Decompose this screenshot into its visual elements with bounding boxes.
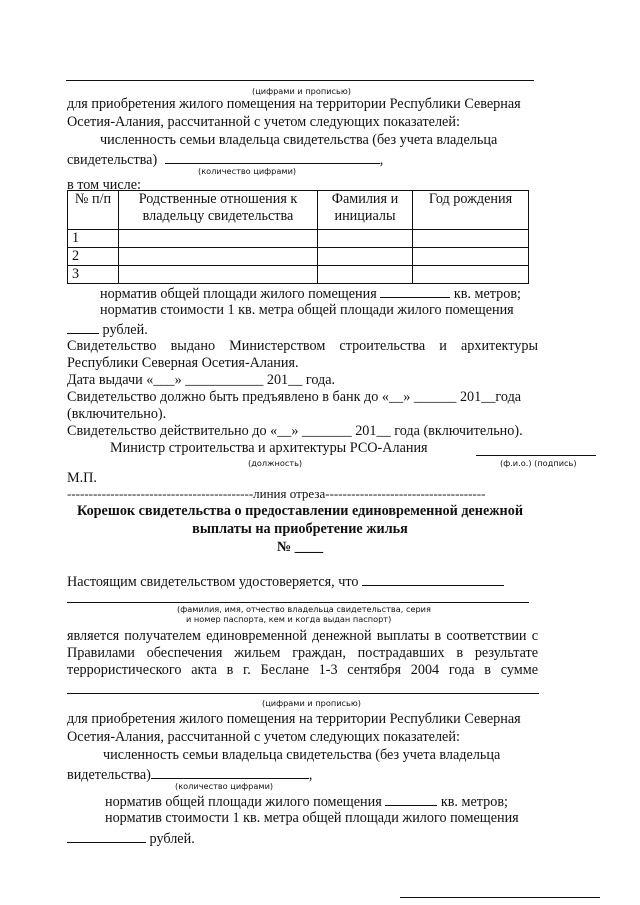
norm2-cost-line2 [67,829,195,848]
stub-title-line2: выплаты на приобретение жилья [192,521,408,537]
signature-blank-line [476,455,596,456]
family2-count-blank [151,765,309,779]
recipient-line2: Правилами обеспечения жильем граждан, пострадавших в результате [67,645,538,661]
row-relation [119,248,318,266]
sum-caption: (цифрами и прописью) [252,86,351,96]
family-line2-comma: , [379,152,384,168]
recipient-line1: является получателем единовременной денежной выплаты в соответствии с [67,628,538,644]
table-row [68,266,529,284]
certify-line [67,572,504,591]
row-year [413,248,529,266]
row-name [318,248,413,266]
stub-number: № ____ [276,539,324,555]
header-num: № п/п [68,191,119,230]
table-row [68,230,529,248]
issued-line1: Свидетельство выдано Министерством строительства и архитектуры [67,338,538,354]
norm-area-text: норматив общей площади жилого помещения [100,286,377,302]
stamp-label: М.П. [67,470,97,486]
row-relation [119,266,318,284]
recipient-line3: террористического акта в г. Беслане 1-3 сентября 2004 года в сумме [67,662,538,678]
including-label: в том числе: [67,177,141,193]
row-name [318,230,413,248]
para2-line1: для приобретения жилого помещения на территории Республики Северная [67,711,521,727]
valid-line: Свидетельство действительно до «__» _______ 201__ года (включительно). [67,423,523,439]
fio-caption: (ф.и.о.) (подпись) [500,458,577,468]
norm2-area-text: норматив общей площади жилого помещения [105,794,382,810]
cut-line: -------------------------------------------линия отреза------------------------------------- [67,486,486,501]
date-issue: Дата выдачи «___» ___________ 201__ года. [67,372,336,388]
owner-caption-line2: и номер паспорта, кем и когда выдан паспорт) [186,614,392,624]
row-relation [119,230,318,248]
owner-name-blank [362,572,504,586]
row-num: 3 [68,266,119,284]
norm2-area-unit: кв. метров; [440,794,508,810]
header-relation: Родственные отношения к владельцу свидетельства [119,191,318,230]
certify-text: Настоящим свидетельством удостоверяется, что [67,574,359,590]
stub-title-line1: Корешок свидетельства о предоставлении единовременной денежной [76,503,523,519]
row-year [413,230,529,248]
present-line1: Свидетельство должно быть предъявлено в банк до «__» ______ 201__года [67,389,522,405]
norm2-area-blank [385,792,437,806]
norm2-cost-unit: рублей. [149,831,195,847]
family2-line2-text: видетельства) [67,767,151,783]
para2-line2: Осетия-Алания, рассчитанной с учетом следующих показателей: [67,729,460,745]
norm2-cost-blank [67,829,146,843]
family-line2-text: свидетельства) [67,152,158,168]
para1-line2: Осетия-Алания, рассчитанной с учетом следующих показателей: [67,114,460,130]
family-caption: (количество цифрами) [198,166,297,176]
row-year [413,266,529,284]
family2-caption: (количество цифрами) [175,781,274,791]
header-year: Год рождения [413,191,529,230]
norm-area-unit: кв. метров; [453,286,521,302]
sum2-blank-line [67,693,539,694]
sum-blank-line [66,80,534,81]
norm-cost-unit: рублей. [102,322,148,338]
para1-line1: для приобретения жилого помещения на территории Республики Северная [67,96,521,112]
owner-caption-line1: (фамилия, имя, отчество владельца свидетельства, серия [177,604,431,614]
owner-blank-line [67,602,529,603]
norm-area-blank [380,284,450,298]
footer-rule [400,897,600,898]
norm2-cost-line1: норматив стоимости 1 кв. метра общей площади жилого помещения [105,810,519,826]
issued-line2: Республики Северная Осетия-Алания. [67,355,299,371]
row-num: 1 [68,230,119,248]
row-num: 2 [68,248,119,266]
minister-title: Министр строительства и архитектуры РСО-Алания [110,440,428,456]
norm2-area-line [105,792,508,811]
family2-line2-comma: , [308,767,313,783]
norm-cost-blank [67,320,99,334]
family-line1: численность семьи владельца свидетельства (без учета владельца [100,132,498,148]
family-table [67,190,529,284]
position-caption: (должность) [248,458,303,468]
family2-line1: численность семьи владельца свидетельства (без учета владельца [103,747,501,763]
table-header-row [68,191,529,230]
present-line2: (включительно). [67,406,167,422]
norm-area-line [100,284,521,303]
row-name [318,266,413,284]
family-count-blank [165,150,380,164]
table-row [68,248,529,266]
norm-cost-line1: норматив стоимости 1 кв. метра общей площади жилого помещения [100,302,514,318]
norm-cost-line2 [67,320,148,339]
sum2-caption: (цифрами и прописью) [262,698,361,708]
header-name: Фамилия и инициалы [318,191,413,230]
